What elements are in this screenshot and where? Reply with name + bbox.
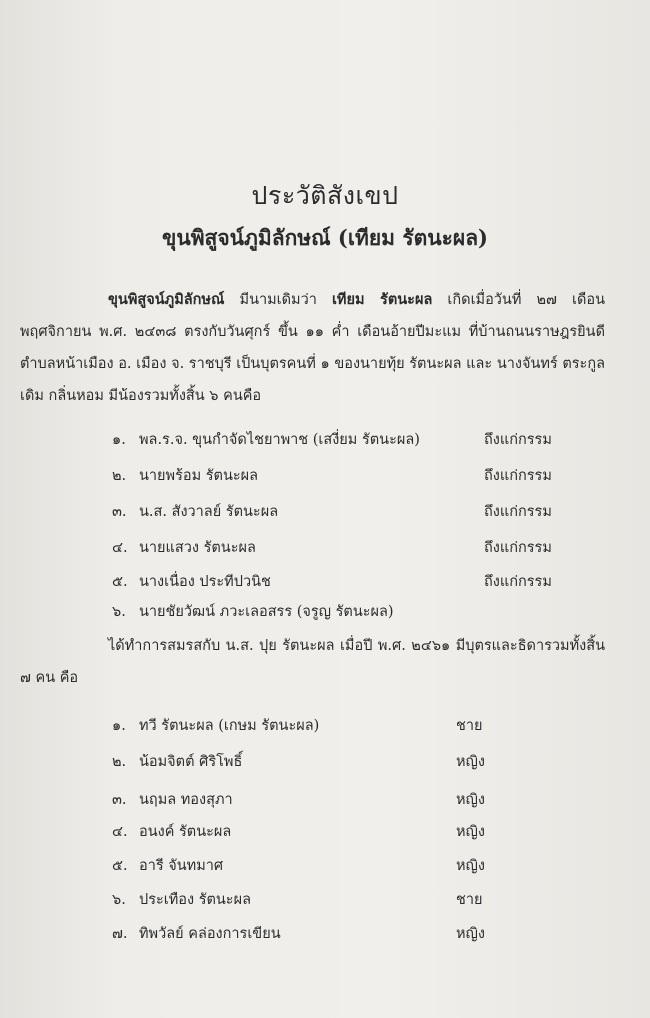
child-name: ทวี รัตนะผล (เกษม รัตนะผล) xyxy=(139,718,320,734)
sibling-status: ถึงแก่กรรม xyxy=(484,468,552,484)
sibling-number: ๔. xyxy=(112,540,128,556)
child-name: ประเทือง รัตนะผล xyxy=(139,892,251,908)
sibling-name: นางเนื่อง ประทีปวนิช xyxy=(139,574,271,590)
child-number: ๔. xyxy=(112,824,128,840)
child-name: อารี จันทมาศ xyxy=(139,858,224,874)
sibling-name: น.ส. สังวาลย์ รัตนะผล xyxy=(139,504,279,520)
sibling-name: นายแสวง รัตนะผล xyxy=(139,540,256,556)
child-gender: ชาย xyxy=(456,718,483,734)
intro-text-a: มีนามเดิมว่า xyxy=(224,292,332,308)
child-number: ๗. xyxy=(112,926,128,942)
child-name: อนงค์ รัตนะผล xyxy=(139,824,232,840)
child-gender: หญิง xyxy=(456,926,485,942)
child-gender: หญิง xyxy=(456,858,485,874)
child-name: นฤมล ทองสุภา xyxy=(139,792,233,808)
sibling-number: ๒. xyxy=(112,468,127,484)
sibling-status: ถึงแก่กรรม xyxy=(484,574,552,590)
child-number: ๓. xyxy=(112,792,127,808)
child-name: ทิพวัลย์ คล่องการเขียน xyxy=(139,926,281,942)
child-gender: หญิง xyxy=(456,824,485,840)
sibling-name: นายชัยวัฒน์ ภวะเลอสรร (จรูญ รัตนะผล) xyxy=(139,604,394,620)
child-number: ๒. xyxy=(112,754,127,770)
intro-original-name: เทียม รัตนะผล xyxy=(331,291,433,308)
sibling-status: ถึงแก่กรรม xyxy=(484,540,552,556)
sibling-number: ๓. xyxy=(112,504,127,520)
child-number: ๖. xyxy=(112,892,126,908)
intro-paragraph xyxy=(20,284,605,412)
sibling-number: ๕. xyxy=(112,574,128,590)
sibling-name: พล.ร.จ. ขุนกำจัดไชยาพาช (เสงี่ยม รัตนะผล) xyxy=(139,432,420,448)
child-number: ๑. xyxy=(112,718,126,734)
sibling-number: ๖. xyxy=(112,604,126,620)
child-gender: หญิง xyxy=(456,754,485,770)
intro-name: ขุนพิสูจน์ภูมิลักษณ์ xyxy=(108,291,225,308)
child-number: ๕. xyxy=(112,858,128,874)
marriage-paragraph: ได้ทำการสมรสกับ น.ส. ปุย รัตนะผล เมื่อปี พ.ศ. ๒๔๖๑ มีบุตรและธิดารวมทั้งสิ้น ๗ คน คือ xyxy=(20,638,605,686)
child-gender: ชาย xyxy=(456,892,483,908)
sibling-status: ถึงแก่กรรม xyxy=(484,504,552,520)
page-subtitle: ขุนพิสูจน์ภูมิลักษณ์ (เทียม รัตนะผล) xyxy=(161,225,488,250)
sibling-status: ถึงแก่กรรม xyxy=(484,432,552,448)
sibling-number: ๑. xyxy=(112,432,126,448)
child-name: น้อมจิตต์ ศิริโพธิ์ xyxy=(139,754,243,770)
sibling-name: นายพร้อม รัตนะผล xyxy=(139,468,259,484)
page-title: ประวัติสังเขป xyxy=(251,181,399,210)
child-gender: หญิง xyxy=(456,792,485,808)
intro-text-b: เกิดเมื่อวันที่ ๒๗ เดือนพฤศจิกายน พ.ศ. ๒๔๓๘ ตรงกับวันศุกร์ ขึ้น ๑๑ ค่ำ เดือนอ้ายปีมะแม ที่บ้านถนนราษฎรยินดี ตำบลหน้าเมือง อ. เมือง จ. ราชบุรี เป็นบุตรคนที่ ๑ ของนายทุ้ย รัตนะผล และ นางจันทร์ ตระกูลเดิม กลิ่นหอม มีน้องรวมทั้งสิ้น ๖ คนคือ xyxy=(20,292,605,404)
